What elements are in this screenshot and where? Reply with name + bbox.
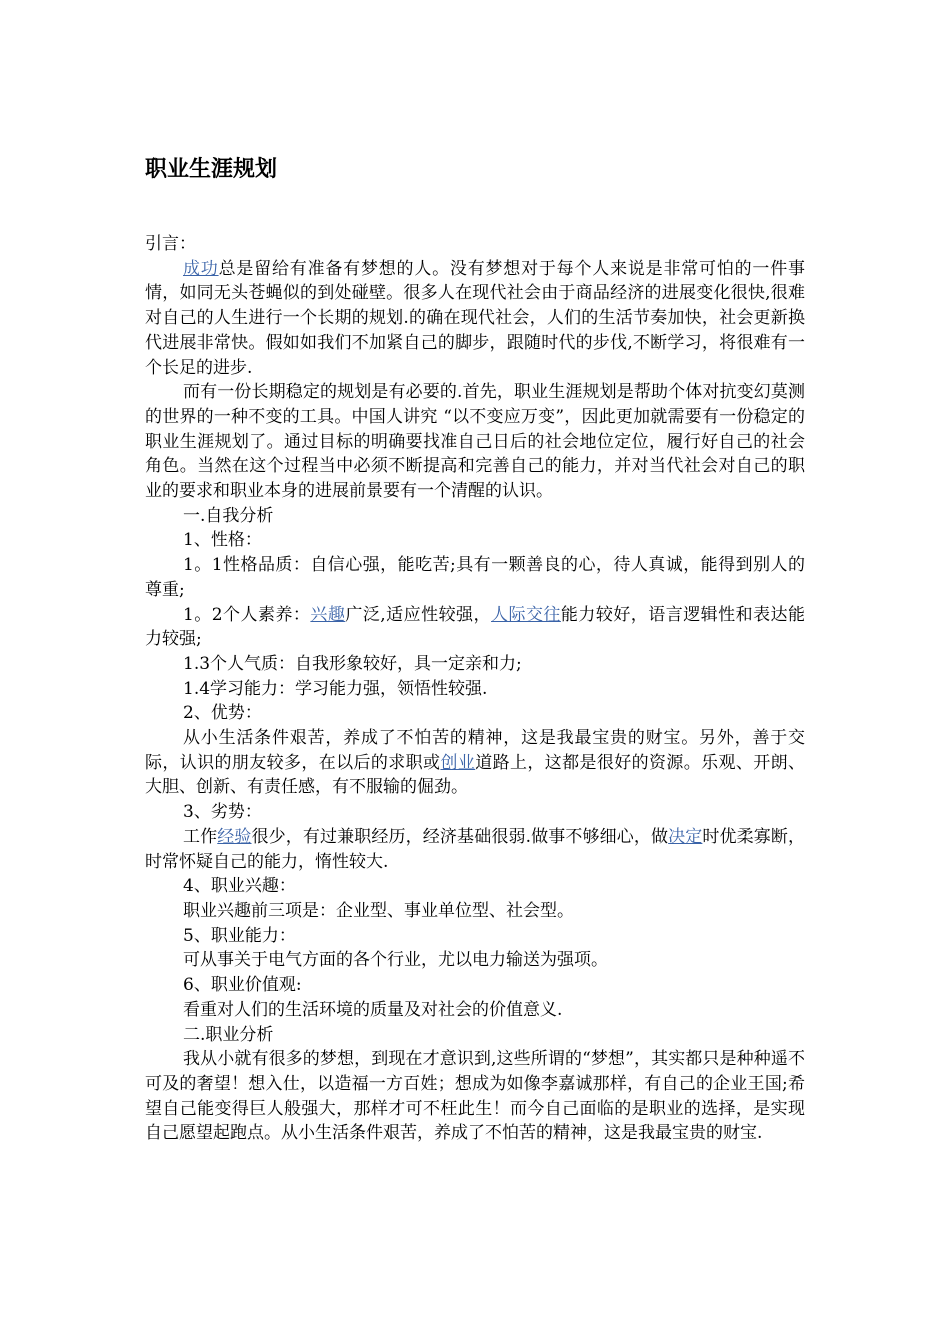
personality-item-2-suffix: 能力较好，语言逻辑性和表达能力较强; bbox=[145, 604, 806, 650]
personality-item-2 bbox=[145, 603, 805, 652]
personality-heading: 1、性格： bbox=[183, 530, 262, 551]
weaknesses-prefix: 工作 bbox=[183, 826, 218, 847]
interest-heading: 4、职业兴趣： bbox=[183, 876, 296, 897]
values-heading: 6、职业价值观: bbox=[183, 975, 302, 996]
personality-item-2-prefix: 1。2个人素养： bbox=[183, 604, 311, 625]
section-2-heading: 二.职业分析 bbox=[183, 1024, 274, 1045]
link-decision[interactable]: 决定 bbox=[668, 826, 703, 847]
intro-paragraph-1 bbox=[145, 257, 805, 381]
intro-label: 引言： bbox=[145, 234, 196, 254]
ability-text: 可从事关于电气方面的各个行业，尤以电力输送为强项。 bbox=[183, 950, 608, 971]
document-body bbox=[145, 232, 805, 1146]
link-interest[interactable]: 兴趣 bbox=[310, 604, 346, 625]
section-2-paragraph: 我从小就有很多的梦想，到现在才意识到,这些所谓的“梦想”，其实都只是种种遥不可及的奢望！想入仕，以造福一方百姓；想成为如像李嘉诚那样，有自己的企业王国;希望自己能变得巨人般强大，那样才可不枉此生！而今自己面临的是职业的选择，是实现自己愿望起跑点。从小生活条件艰苦，养成了不怕苦的精神，这是我最宝贵的财宝. bbox=[145, 1049, 805, 1144]
strengths-paragraph bbox=[145, 726, 805, 800]
ability-heading: 5、职业能力： bbox=[183, 925, 296, 946]
document-title: 职业生涯规划 bbox=[145, 157, 278, 182]
weaknesses-heading: 3、劣势： bbox=[183, 802, 262, 823]
link-success[interactable]: 成功 bbox=[183, 258, 219, 279]
section-1-heading: 一.自我分析 bbox=[183, 505, 274, 526]
personality-item-1: 1。1性格品质：自信心强，能吃苦;具有一颗善良的心，待人真诚，能得到别人的尊重; bbox=[145, 555, 805, 600]
link-experience[interactable]: 经验 bbox=[217, 826, 252, 847]
strengths-suffix: 道路上，这都是很好的资源。乐观、开朗、大胆、创新、有责任感，有不服输的倔劲。 bbox=[145, 752, 806, 798]
weaknesses-mid: 很少，有过兼职经历，经济基础很弱.做事不够细心，做 bbox=[251, 826, 669, 847]
interest-text: 职业兴趣前三项是：企业型、事业单位型、社会型。 bbox=[183, 900, 574, 921]
personality-item-3: 1.3个人气质：自我形象较好，具一定亲和力; bbox=[183, 653, 522, 674]
strengths-heading: 2、优势： bbox=[183, 703, 262, 724]
strengths-prefix: 从小生活条件艰苦，养成了不怕苦的精神，这是我最宝贵的财宝。另外，善于交际，认识的朋友较多，在以后的求职或 bbox=[145, 728, 805, 773]
personality-item-2-mid: 广泛,适应性较强， bbox=[345, 604, 492, 625]
link-interpersonal[interactable]: 人际交往 bbox=[491, 604, 561, 625]
intro-paragraph-2: 而有一份长期稳定的规划是有必要的.首先，职业生涯规划是帮助个体对抗变幻莫测的世界的一种不变的工具。中国人讲究 “以不变应万变”，因此更加就需要有一份稳定的职业生涯规划了。通过目标的明确要找准自己日后的社会地位定位，履行好自己的社会角色。当然在这个过程当中必须不断提高和完善自己的能力，并对当代社会对自己的职业的要求和职业本身的进展前景要有一个清醒的认识。 bbox=[145, 382, 805, 502]
intro-paragraph-1-text: 总是留给有准备有梦想的人。没有梦想对于每个人来说是非常可怕的一件事情，如同无头苍蝇似的到处碰壁。很多人在现代社会由于商品经济的进展变化很快,很难对自己的人生进行一个长期的规划.的确在现代社会，人们的生活节奏加快，社会更新换代进展非常快。假如如我们不加紧自己的脚步，跟随时代的步伐,不断学习，将很难有一个长足的进步. bbox=[145, 258, 806, 378]
link-entrepreneurship[interactable]: 创业 bbox=[440, 752, 476, 773]
weaknesses-paragraph bbox=[145, 825, 805, 874]
values-text: 看重对人们的生活环境的质量及对社会的价值意义. bbox=[183, 999, 563, 1020]
weaknesses-suffix: 时优柔寡断，时常怀疑自己的能力，惰性较大. bbox=[145, 826, 806, 872]
personality-item-4: 1.4学习能力：学习能力强，领悟性较强. bbox=[183, 678, 488, 699]
